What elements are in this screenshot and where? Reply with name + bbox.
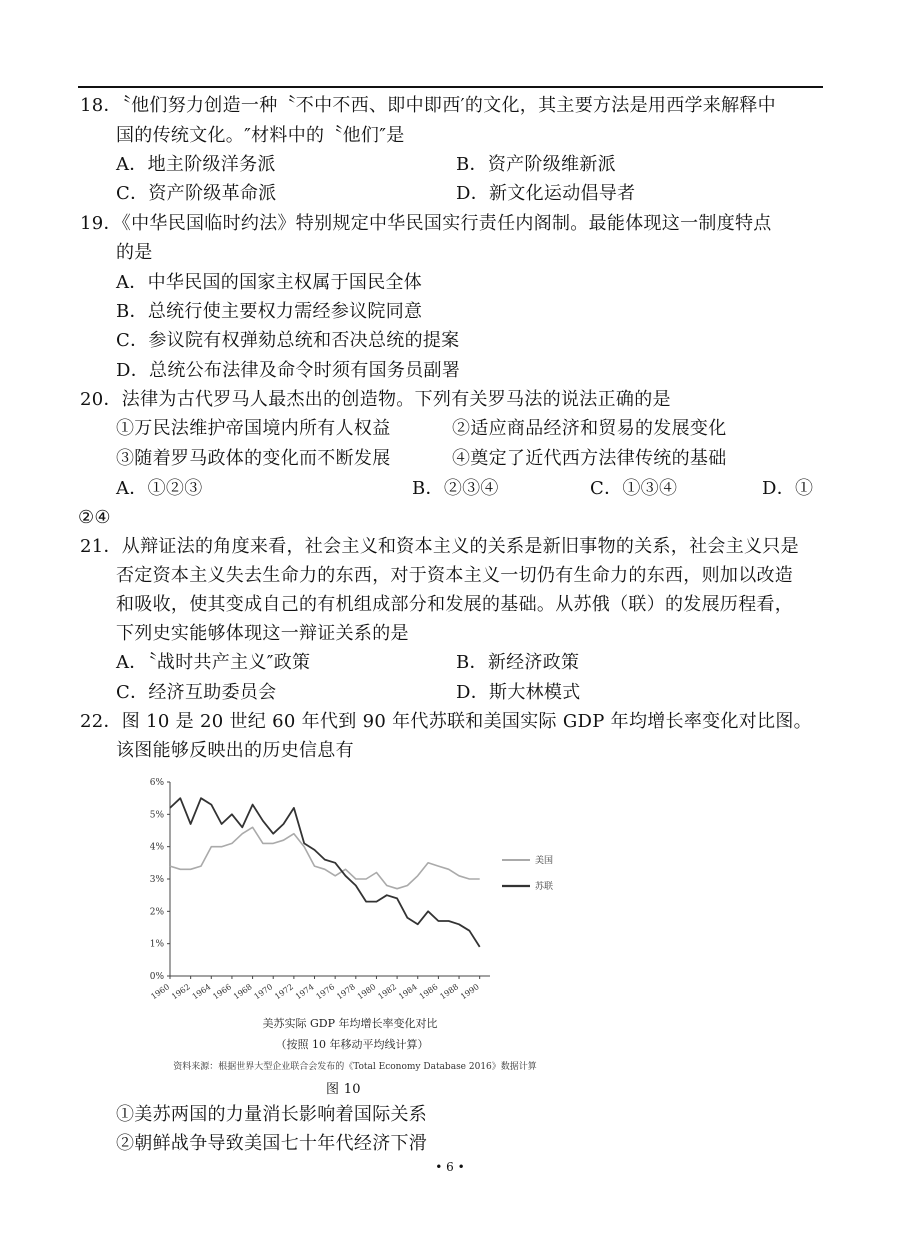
legend-label: 苏联 — [535, 882, 554, 892]
q20-item-2: ②适应商品经济和贸易的发展变化 — [452, 418, 727, 439]
x-tick-label: 1964 — [190, 982, 213, 1002]
q21-option-a: A．〝战时共产主义″政策 — [116, 652, 311, 673]
y-tick-label: 5% — [149, 810, 164, 821]
x-tick-label: 1976 — [314, 982, 337, 1002]
q19-option-a: A．中华民国的国家主权属于国民全体 — [116, 272, 423, 293]
y-tick-label: 6% — [149, 778, 164, 788]
x-tick-label: 1972 — [273, 982, 296, 1002]
gdp-chart-figure — [130, 770, 590, 1080]
y-tick-label: 2% — [149, 907, 164, 918]
q21-stem-line1: 21．从辩证法的角度来看，社会主义和资本主义的关系是新旧事物的关系，社会主义只是 — [80, 536, 799, 557]
q21-stem-line4: 下列史实能够体现这一辩证关系的是 — [116, 623, 409, 644]
y-tick-label: 3% — [149, 875, 164, 885]
q22-item-2: ②朝鲜战争导致美国七十年代经济下滑 — [116, 1133, 428, 1154]
header-rule — [78, 86, 823, 88]
q22-stem-line1: 22．图 10 是 20 世纪 60 年代到 90 年代苏联和美国实际 GDP 年均增长率变化对比图。 — [80, 711, 812, 732]
x-tick-label: 1974 — [293, 982, 316, 1002]
figure-caption: 图 10 — [326, 1082, 361, 1097]
series-line-ussr — [170, 798, 480, 947]
q20-option-d-cont: ②④ — [78, 507, 111, 528]
x-tick-label: 1982 — [376, 982, 399, 1002]
q21-stem-line3: 和吸收，使其变成自己的有机组成部分和发展的基础。从苏俄（联）的发展历程看， — [116, 594, 794, 615]
q20-option-a: A．①②③ — [116, 478, 203, 499]
q20-option-d: D．① — [762, 478, 814, 499]
q22-item-1: ①美苏两国的力量消长影响着国际关系 — [116, 1104, 428, 1125]
chart-source: 资料来源：根据世界大型企业联合会发布的《Total Economy Database 2016》数据计算 — [173, 1062, 537, 1072]
x-tick-label: 1960 — [149, 982, 172, 1002]
chart-title: 美苏实际 GDP 年均增长率变化对比 — [262, 1017, 438, 1030]
q21-stem-line2: 否定资本主义失去生命力的东西，对于资本主义一切仍有生命力的东西，则加以改造 — [116, 565, 794, 586]
page-number: • 6 • — [435, 1160, 465, 1174]
x-tick-label: 1962 — [169, 982, 192, 1002]
q21-option-c: C．经济互助委员会 — [116, 682, 277, 703]
series-line-usa — [170, 827, 480, 888]
q18-option-c: C．资产阶级革命派 — [116, 183, 277, 204]
q19-option-c: C．参议院有权弹劾总统和否决总统的提案 — [116, 330, 460, 351]
x-tick-label: 1978 — [335, 982, 357, 1002]
q18-stem-line1: 18．〝他们努力创造一种〝不中不西、即中即西′的文化，其主要方法是用西学来解释中 — [80, 95, 776, 116]
q18-option-b: B．资产阶级维新派 — [456, 154, 616, 175]
x-tick-label: 1970 — [252, 982, 275, 1002]
gdp-line-chart — [130, 770, 590, 1080]
q20-option-c: C．①③④ — [590, 478, 678, 499]
q20-stem: 20．法律为古代罗马人最杰出的创造物。下列有关罗马法的说法正确的是 — [80, 389, 671, 410]
y-tick-label: 1% — [149, 939, 164, 950]
q20-item-1: ①万民法维护帝国境内所有人权益 — [116, 418, 391, 439]
legend-label: 美国 — [535, 856, 554, 866]
x-tick-label: 1968 — [231, 982, 254, 1002]
x-tick-label: 1984 — [397, 982, 419, 1002]
q18-stem-line2: 国的传统文化。″材料中的〝他们″是 — [116, 125, 405, 146]
q18-option-a: A．地主阶级洋务派 — [116, 154, 276, 175]
x-tick-label: 1990 — [458, 982, 481, 1002]
q21-option-d: D．斯大林模式 — [456, 682, 581, 703]
x-tick-label: 1980 — [355, 982, 378, 1002]
q20-item-3: ③随着罗马政体的变化而不断发展 — [116, 448, 391, 469]
q22-stem-line2: 该图能够反映出的历史信息有 — [116, 740, 354, 761]
q19-option-d: D．总统公布法律及命令时须有国务员副署 — [116, 360, 461, 381]
y-tick-label: 4% — [149, 842, 164, 853]
q19-stem-line2: 的是 — [116, 242, 153, 263]
q18-option-d: D．新文化运动倡导者 — [456, 183, 636, 204]
chart-subtitle: （按照 10 年移动平均线计算） — [275, 1038, 429, 1051]
q19-stem-line1: 19．《中华民国临时约法》特别规定中华民国实行责任内阁制。最能体现这一制度特点 — [80, 213, 772, 234]
q20-option-b: B．②③④ — [412, 478, 499, 499]
q19-option-b: B．总统行使主要权力需经参议院同意 — [116, 301, 423, 322]
q20-item-4: ④奠定了近代西方法律传统的基础 — [452, 448, 727, 469]
q21-option-b: B．新经济政策 — [456, 652, 580, 673]
y-tick-label: 0% — [149, 972, 164, 982]
x-tick-label: 1966 — [211, 982, 234, 1002]
x-tick-label: 1986 — [417, 982, 440, 1002]
x-tick-label: 1988 — [438, 982, 461, 1002]
